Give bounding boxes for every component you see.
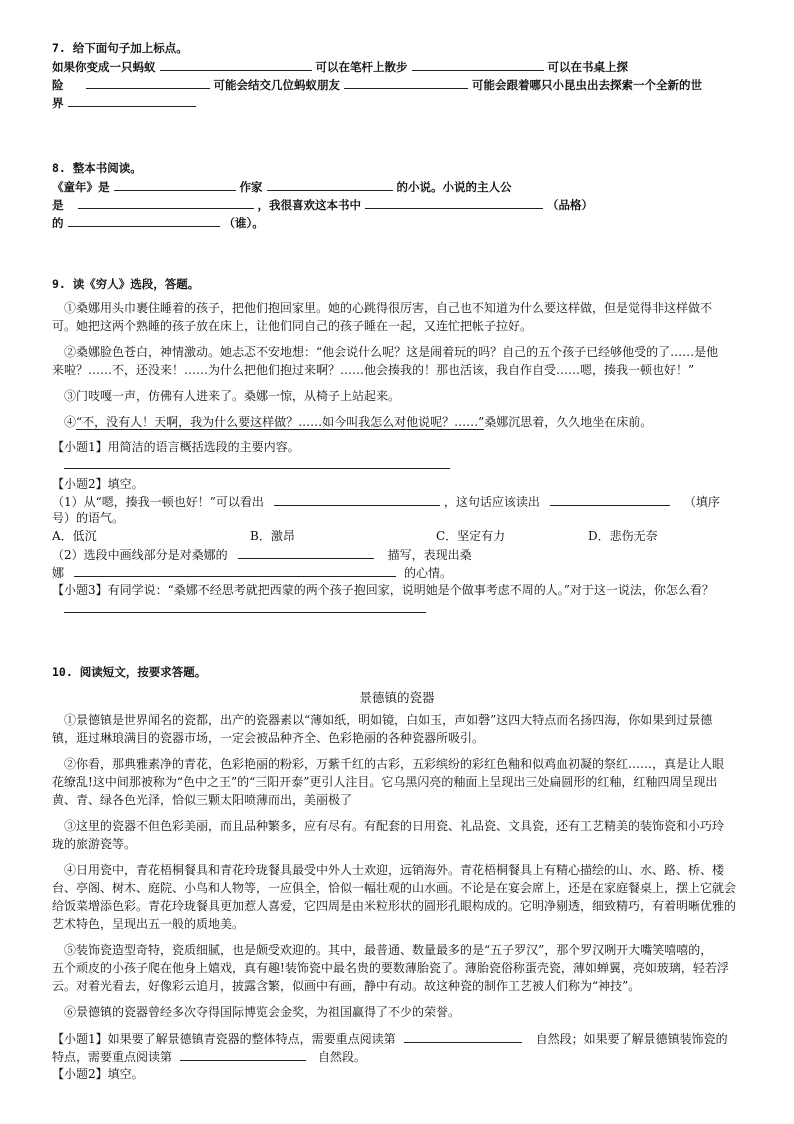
q10-paragraph: ④日用瓷中，青花梧桐餐具和青花玲珑餐具最受中外人士欢迎，远销海外。青花梧桐餐具上有精心描绘的山、水、路、桥、楼 bbox=[64, 863, 725, 877]
q8-line3 bbox=[52, 214, 264, 231]
q9-sub2-line5 bbox=[52, 564, 452, 581]
q7-line1 bbox=[52, 58, 628, 75]
q10-paragraph: ①景德镇是世界闻名的瓷都，出产的瓷器素以“薄如纸，明如镜，白如玉，声如磬”这四大特点而名扬四海，你如果到过景德 bbox=[64, 713, 713, 727]
q9-text: （2）选段中画线部分是对桑娜的 bbox=[52, 548, 228, 562]
answer-blank[interactable] bbox=[404, 1030, 522, 1043]
q8-text: 是 bbox=[52, 198, 64, 212]
q8-text: （谁）。 bbox=[223, 216, 264, 230]
q7-text: 界 bbox=[52, 96, 64, 110]
answer-blank[interactable] bbox=[68, 94, 196, 107]
answer-blank[interactable] bbox=[274, 493, 440, 506]
answer-blank[interactable] bbox=[78, 196, 254, 209]
q9-text: （1）从“嗯，揍我一顿也好！”可以看出 bbox=[52, 495, 264, 509]
answer-blank[interactable] bbox=[365, 196, 543, 209]
q7-text: 可以在书桌上探 bbox=[547, 60, 628, 74]
q9-text: ④ bbox=[64, 415, 77, 429]
q9-sub2-line1 bbox=[52, 493, 720, 510]
answer-blank[interactable] bbox=[550, 493, 670, 506]
q9-text: 桑娜沉思着，久久地坐在床前。 bbox=[484, 415, 653, 429]
q10-paragraph: ②你看，那典雅素净的青花，色彩艳丽的粉彩，万紫千红的古彩，五彩缤纷的彩红色釉和似鸡血初凝的祭红……，真是让人眼 bbox=[64, 757, 725, 771]
option-c[interactable]: C．坚定有力 bbox=[436, 529, 506, 543]
q7-text: 可能会结交几位蚂蚁朋友 bbox=[213, 78, 340, 92]
answer-blank[interactable] bbox=[344, 76, 468, 89]
q10-paragraph: 珑的旅游瓷等。 bbox=[52, 837, 137, 851]
q8-text: 的 bbox=[52, 216, 64, 230]
option-a[interactable]: A．低沉 bbox=[52, 529, 97, 543]
q10-paragraph: 给饭菜增添色彩。青花玲珑餐具更加惹人喜爱，它四周是由米粒形状的圆形孔眼构成的。它明净剔透，细致精巧，有着明晰优雅的 bbox=[52, 899, 737, 913]
q10-paragraph: ⑤装饰瓷造型奇特，瓷质细腻，也是颇受欢迎的。其中，最普通、数量最多的是“五子罗汉”，那个罗汉咧开大嘴笑嘻嘻的， bbox=[64, 943, 713, 957]
q10-text: 自然段；如果要了解景德镇装饰瓷的 bbox=[535, 1032, 728, 1046]
answer-blank[interactable] bbox=[238, 546, 374, 559]
q9-paragraph: ①桑娜用头巾裹住睡着的孩子，把他们抱回家里。她的心跳得很厉害，自己也不知道为什么要这样做，但是觉得非这样做不 bbox=[64, 301, 713, 315]
underlined-passage: “不，没有人！天啊，我为什么要这样做？……如今叫我怎么对他说呢？……” bbox=[76, 415, 485, 429]
q7-text: 可以在笔杆上散步 bbox=[315, 60, 408, 74]
answer-line[interactable] bbox=[64, 612, 426, 613]
option-b[interactable]: B．激昂 bbox=[250, 529, 295, 543]
q10-paragraph: 台、亭阁、树木、庭院、小鸟和人物等，一应俱全，恰似一幅壮观的山水画。不论是在宴会席上，还是在家庭餐桌上，摆上它就会 bbox=[52, 881, 737, 895]
answer-blank[interactable] bbox=[68, 214, 220, 227]
q9-paragraph: 可。她把这两个熟睡的孩子放在床上，让他们同自己的孩子睡在一起，又连忙把帐子拉好。 bbox=[52, 319, 533, 333]
passage-title: 景德镇的瓷器 bbox=[359, 690, 435, 705]
q9-text: 描写，表现出桑 bbox=[387, 548, 472, 562]
q10-paragraph: 五个顽皮的小孩子爬在他身上嬉戏，真有趣!装饰瓷中最名贵的要数薄胎瓷了。薄胎瓷俗称蛋壳瓷，薄如蝉翼，亮如玻璃，轻若浮 bbox=[52, 961, 729, 975]
q10-paragraph: 云。对着光看去，好像彩云追月，披露含繁，似画中有画，静中有动。故这种瓷的制作工艺被人们称为“神技”。 bbox=[52, 979, 641, 993]
q9-sub3: 【小题3】有同学说：“桑娜不经思考就把西蒙的两个孩子抱回家，说明她是个做事考虑不周的人。”对于这一说法，你怎么看？ bbox=[52, 583, 714, 597]
q9-sub2-line2: 号）的语气。 bbox=[52, 511, 125, 525]
answer-blank[interactable] bbox=[412, 58, 544, 71]
answer-blank[interactable] bbox=[74, 564, 396, 577]
q10-paragraph: 黄、青、绿各色光泽，恰似三颗太阳喷薄而出，美丽极了 bbox=[52, 793, 353, 807]
q10-text: 【小题1】如果要了解景德镇青瓷器的整体特点，需要重点阅读第 bbox=[52, 1032, 396, 1046]
answer-blank[interactable] bbox=[86, 76, 210, 89]
answer-blank[interactable] bbox=[180, 1048, 306, 1061]
q7-line2 bbox=[52, 76, 702, 93]
q7-text: 如果你变成一只蚂蚁 bbox=[52, 60, 156, 74]
q10-sub1-line1 bbox=[52, 1030, 728, 1047]
q7-heading: 7. 给下面句子加上标点。 bbox=[52, 41, 188, 55]
answer-blank[interactable] bbox=[160, 58, 312, 71]
answer-line[interactable] bbox=[64, 468, 450, 469]
q10-sub1-line2 bbox=[52, 1048, 366, 1065]
q8-text: 的小说。小说的主人公 bbox=[396, 180, 512, 194]
q9-paragraph: 来啦？……不，还没来！……为什么把他们抱过来啊？……他会揍我的！那也活该，我自作自受……嗯，揍我一顿也好！” bbox=[52, 363, 695, 377]
q9-sub2-line4 bbox=[52, 546, 472, 563]
q9-paragraph: ③门吱嘎一声，仿佛有人进来了。桑娜一惊，从椅子上站起来。 bbox=[64, 389, 401, 403]
q10-paragraph: 艺术特色，呈现出五一般的质地美。 bbox=[52, 917, 245, 931]
q10-text: 自然段。 bbox=[318, 1050, 367, 1064]
q8-text: 作家 bbox=[239, 180, 263, 194]
q7-text: 险 bbox=[52, 78, 64, 92]
q10-paragraph: ⑥景德镇的瓷器曾经多次夺得国际博览会金奖，为祖国赢得了不少的荣誉。 bbox=[64, 1005, 461, 1019]
q8-text: ，我很喜欢这本书中 bbox=[257, 198, 361, 212]
q8-text: 《童年》是 bbox=[52, 180, 110, 194]
q9-sub1: 【小题1】用简洁的语言概括选段的主要内容。 bbox=[52, 440, 300, 454]
q10-sub2: 【小题2】填空。 bbox=[52, 1067, 144, 1081]
q8-heading: 8. 整本书阅读。 bbox=[52, 161, 142, 175]
q10-paragraph: 花缭乱!这中间那被称为“色中之王”的“三阳开泰”更引人注目。它乌黑闪亮的釉面上呈现出三处扁圆形的红釉，红釉四周呈现出 bbox=[52, 775, 718, 789]
q9-sub2: 【小题2】填空。 bbox=[52, 477, 144, 491]
q10-paragraph: ③这里的瓷器不但色彩美丽，而且品种繁多，应有尽有。有配套的日用瓷、礼品瓷、文具瓷，还有工艺精美的装饰瓷和小巧玲 bbox=[64, 819, 725, 833]
q7-line3 bbox=[52, 94, 200, 111]
q9-text: （填序 bbox=[683, 495, 720, 509]
q9-text: 娜 bbox=[52, 566, 65, 580]
q9-text: 的心情。 bbox=[404, 566, 453, 580]
q9-heading: 9. 读《穷人》选段，答题。 bbox=[52, 277, 200, 291]
q9-paragraph: ②桑娜脸色苍白，神情激动。她忐忑不安地想：“他会说什么呢？这是闹着玩的吗？自己的五个孩子已经够他受的了……是他 bbox=[64, 345, 719, 359]
q10-text: 特点，需要重点阅读第 bbox=[52, 1050, 173, 1064]
q7-text: 可能会跟着哪只小昆虫出去探索一个全新的世 bbox=[472, 78, 702, 92]
q10-paragraph: 镇，逛过琳琅满目的瓷器市场，一定会被品种齐全、色彩艳丽的各种瓷器所吸引。 bbox=[52, 731, 485, 745]
q8-text: （品格） bbox=[547, 198, 593, 212]
answer-blank[interactable] bbox=[267, 178, 393, 191]
q9-text: ，这句话应该读出 bbox=[443, 495, 540, 509]
option-d[interactable]: D．悲伤无奈 bbox=[588, 529, 658, 543]
q8-line2 bbox=[52, 196, 593, 213]
answer-blank[interactable] bbox=[114, 178, 236, 191]
q8-line1 bbox=[52, 178, 512, 195]
q10-heading: 10. 阅读短文，按要求答题。 bbox=[52, 665, 207, 679]
q9-paragraph bbox=[64, 414, 652, 430]
